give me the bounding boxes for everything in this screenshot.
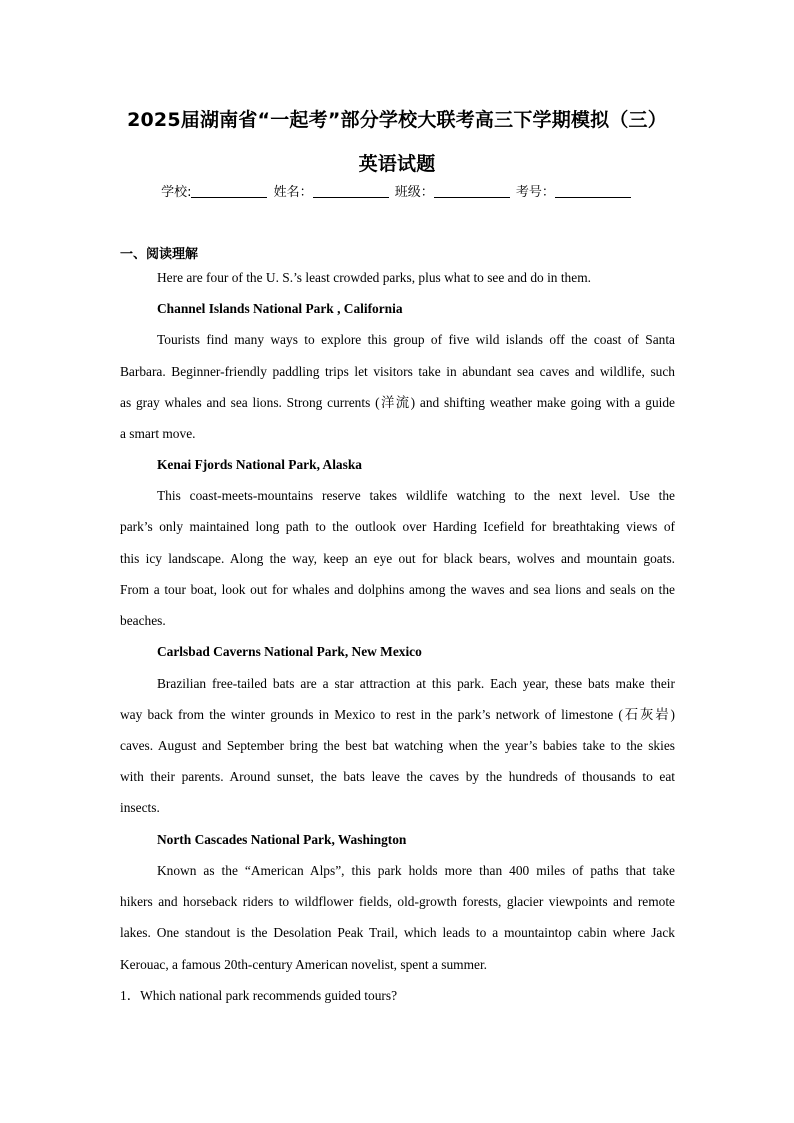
park-heading: Kenai Fjords National Park, Alaska [157, 457, 362, 472]
paragraph-line: Known as the “American Alps”, this park holds more than 400 miles of paths that take [157, 863, 675, 878]
park-heading: Channel Islands National Park , California [157, 301, 403, 316]
class-blank[interactable] [434, 184, 510, 198]
name-label: 姓名： [273, 185, 313, 200]
paragraph-line: beaches. [120, 613, 166, 628]
class-label: 班级： [394, 185, 434, 200]
paragraph-line: From a tour boat, look out for whales and dolphins among the waves and sea lions and seals on the [120, 582, 675, 597]
paragraph-line: a smart move. [120, 426, 196, 441]
paragraph-line: park’s only maintained long path to the outlook over Harding Icefield for breathtaking views of [120, 519, 675, 534]
school-label: 学校: [161, 185, 192, 200]
park-heading: North Cascades National Park, Washington [157, 832, 407, 847]
paragraph-line: This coast-meets-mountains reserve takes wildlife watching to the next level. Use the [157, 488, 675, 503]
exam-number-label: 考号： [515, 185, 555, 200]
school-blank[interactable] [191, 184, 267, 198]
paragraph-line: Brazilian free-tailed bats are a star attraction at this park. Each year, these bats make their [157, 676, 675, 691]
exam-subtitle: 英语试题 [358, 153, 436, 175]
passage-intro: Here are four of the U. S.’s least crowded parks, plus what to see and do in them. [157, 270, 591, 285]
paragraph-line: Barbara. Beginner-friendly paddling trips let visitors take in abundant sea caves and wildlife, such [120, 364, 675, 379]
student-info-row [0, 181, 794, 200]
paragraph-line: Kerouac, a famous 20th-century American novelist, spent a summer. [120, 957, 488, 972]
question-1: 1．Which national park recommends guided tours? [120, 988, 398, 1003]
exam-title: 2025届湖南省“一起考”部分学校大联考高三下学期模拟（三） [127, 109, 667, 131]
paragraph-line: as gray whales and sea lions. Strong currents (洋流) and shifting weather make going with a guide [120, 395, 675, 410]
park-heading: Carlsbad Caverns National Park, New Mexico [157, 644, 422, 659]
paragraph-line: way back from the winter grounds in Mexico to rest in the park’s network of limestone (石灰岩) [120, 707, 675, 722]
paragraph-line: caves. August and September bring the best bat watching when the year’s babies take to the skies [120, 738, 675, 753]
paragraph-line: hikers and horseback riders to wildflower fields, old-growth forests, glacier viewpoints and remote [120, 894, 675, 909]
paragraph-line: with their parents. Around sunset, the bats leave the caves by the hundreds of thousands to eat [120, 769, 675, 784]
paragraph-line: this icy landscape. Along the way, keep an eye out for black bears, wolves and mountain goats. [120, 551, 675, 566]
section-title: 一、阅读理解 [120, 247, 199, 262]
name-blank[interactable] [313, 184, 389, 198]
paragraph-line: insects. [120, 800, 160, 815]
paragraph-line: Tourists find many ways to explore this group of five wild islands off the coast of Santa [157, 332, 675, 347]
paragraph-line: lakes. One standout is the Desolation Peak Trail, which leads to a mountaintop cabin where Jack [120, 925, 675, 940]
exam-number-blank[interactable] [555, 184, 631, 198]
